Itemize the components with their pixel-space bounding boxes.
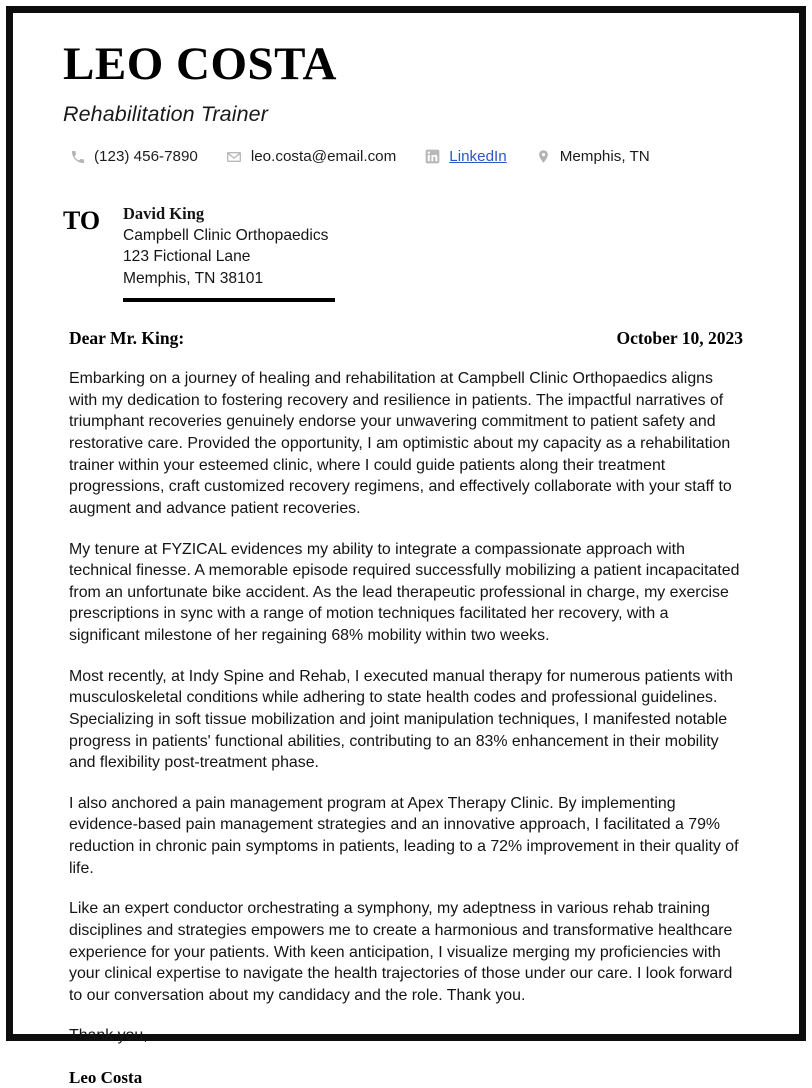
contact-location-label: Memphis, TN xyxy=(559,147,650,165)
body-paragraph: I also anchored a pain management program at Apex Therapy Clinic. By implementing evidence-based pain management strategies and an innovative approach, I facilitated a 79% reduction in chronic pain symptoms in patients, leading to a 72% improvement in their quality of life. xyxy=(69,794,739,877)
letter-body xyxy=(69,368,743,1006)
body-paragraph: My tenure at FYZICAL evidences my ability to integrate a compassionate approach with technical finesse. A memorable episode required successfully mobilizing a patient incapacitated from an unfortunate bike accident. As the lead therapeutic professional in charge, my exercise prescriptions in sync with a range of motion techniques facilitated her recovery, with a significant milestone of her regaining 68% mobility within two weeks. xyxy=(69,540,740,645)
contact-email xyxy=(226,148,396,165)
recipient-divider xyxy=(123,298,335,302)
salutation-row xyxy=(69,328,743,349)
recipient-company: Campbell Clinic Orthopaedics xyxy=(123,226,329,244)
candidate-name: LEO COSTA xyxy=(63,38,337,90)
map-pin-icon xyxy=(535,148,552,165)
body-paragraph: Like an expert conductor orchestrating a symphony, my adeptness in various rehab training disciplines and strategies empowers me to create a harmonious and transformative healthcare experience for your patients. With keen anticipation, I visualize merging my proficiencies with your clinical expertise to navigate the health trajectories of those under our care. I look forward to our conversation about my candidacy and the role. Thank you. xyxy=(69,900,733,1004)
letter-header xyxy=(13,13,799,165)
salutation: Dear Mr. King: xyxy=(69,328,185,349)
to-label: TO xyxy=(63,206,101,235)
candidate-job-title: Rehabilitation Trainer xyxy=(63,102,268,126)
recipient-lines xyxy=(123,204,335,289)
envelope-icon xyxy=(226,148,243,165)
page-content xyxy=(13,13,799,1088)
contact-phone xyxy=(69,148,198,165)
recipient-name: David King xyxy=(123,204,205,223)
recipient-city-state-zip: Memphis, TN 38101 xyxy=(123,269,264,287)
body-paragraph: Embarking on a journey of healing and rehabilitation at Campbell Clinic Orthopaedics aligns with my dedication to fostering recovery and resilience in patients. The impactful narratives of triumphant recoveries genuinely endorse your unwavering commitment to patient safety and restorative care. Provided the opportunity, I am optimistic about my capacity as a rehabilitation trainer within your esteemed clinic, where I could guide patients along their treatment progressions, craft customized recovery regimens, and effectively collaborate with your staff to augment and advance patient recoveries. xyxy=(69,370,732,517)
document-page xyxy=(6,6,806,1088)
phone-icon xyxy=(69,148,86,165)
closing-phrase: Thank you, xyxy=(69,1027,148,1045)
contact-location xyxy=(535,148,650,165)
letter-closing xyxy=(69,1025,743,1088)
contact-email-label: leo.costa@email.com xyxy=(250,147,397,165)
letter-date: October 10, 2023 xyxy=(616,328,743,349)
recipient-details xyxy=(123,204,335,302)
body-paragraph: Most recently, at Indy Spine and Rehab, I executed manual therapy for numerous patients with musculoskeletal conditions while adhering to state health codes and professional guidelines. Specializing in soft tissue mobilization and joint manipulation techniques, I manifested notable progress in patients' functional abilities, contributing to an 83% enhancement in their mobility and flexibility post-treatment phase. xyxy=(69,667,733,772)
linkedin-icon xyxy=(424,148,441,165)
signature-name: Leo Costa xyxy=(69,1068,143,1088)
contact-row xyxy=(69,148,749,165)
recipient-street: 123 Fictional Lane xyxy=(123,248,251,266)
contact-linkedin[interactable] xyxy=(424,148,506,165)
contact-linkedin-label[interactable]: LinkedIn xyxy=(449,147,507,165)
contact-phone-label: (123) 456-7890 xyxy=(94,147,198,165)
recipient-block xyxy=(63,204,799,302)
